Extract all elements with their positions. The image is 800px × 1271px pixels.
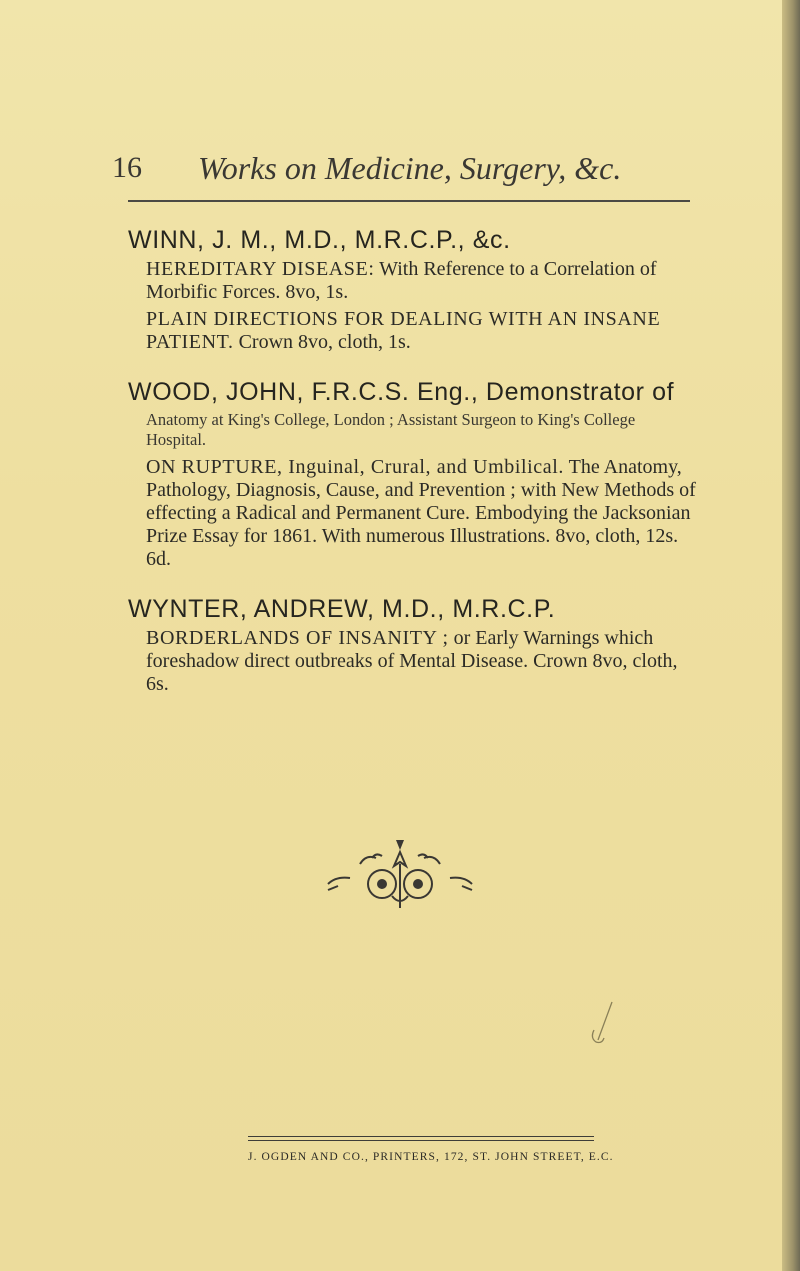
entry-work: [146, 308, 698, 354]
running-title: Works on Medicine, Surgery, &c.: [198, 150, 622, 186]
work-details: The Anatomy, Pathology, Diagnosis, Cause, and Prevention ; with New Methods of effecting a Radical and Permanent Cure. Embodying the Jacksonian Prize Essay for 1861. With numerous Illustrations. 8vo, cloth, 12s. 6d.: [146, 456, 696, 570]
entry-work: [146, 456, 698, 571]
entry-work: [146, 627, 698, 696]
header-rule: [128, 200, 690, 202]
work-title: ON RUPTURE, Inguinal, Crural, and Umbilical.: [146, 456, 565, 478]
work-title: BORDERLANDS OF INSANITY ;: [146, 627, 449, 649]
footer-rule: [248, 1136, 594, 1137]
entry-wood: [128, 376, 698, 571]
work-title: HEREDITARY DISEASE:: [146, 258, 375, 280]
entry-winn: [128, 224, 698, 354]
pencil-mark-icon: [588, 1000, 618, 1048]
page-header: [0, 148, 782, 192]
footer-rule: [248, 1140, 594, 1141]
work-details: With Reference to a Correlation of Morbific Forces. 8vo, 1s.: [146, 258, 657, 303]
page-number: 16: [112, 151, 142, 184]
catalogue-entries: [128, 224, 698, 718]
work-details: Crown 8vo, cloth, 1s.: [233, 331, 411, 353]
work-details: or Early Warnings which foreshadow direct outbreaks of Mental Disease. Crown 8vo, cloth, 6s.: [146, 627, 678, 695]
work-title: PLAIN DIRECTIONS FOR DEALING WITH AN INSANE PATIENT.: [146, 308, 661, 353]
printers-ornament-icon: [310, 834, 490, 916]
entry-wynter: [128, 593, 698, 696]
entry-author: WINN, J. M., M.D., M.R.C.P., &c.: [128, 226, 511, 254]
author-description: Anatomy at King's College, London ; Assistant Surgeon to King's College Hospital.: [146, 410, 636, 449]
entry-author: WYNTER, ANDREW, M.D., M.R.C.P.: [128, 595, 556, 623]
printer-imprint: J. OGDEN AND CO., PRINTERS, 172, ST. JOHN STREET, E.C.: [248, 1151, 614, 1163]
entry-work: [146, 258, 698, 304]
entry-author: WOOD, JOHN, F.R.C.S. Eng., Demonstrator of: [128, 378, 675, 406]
page-edge: [782, 0, 800, 1271]
